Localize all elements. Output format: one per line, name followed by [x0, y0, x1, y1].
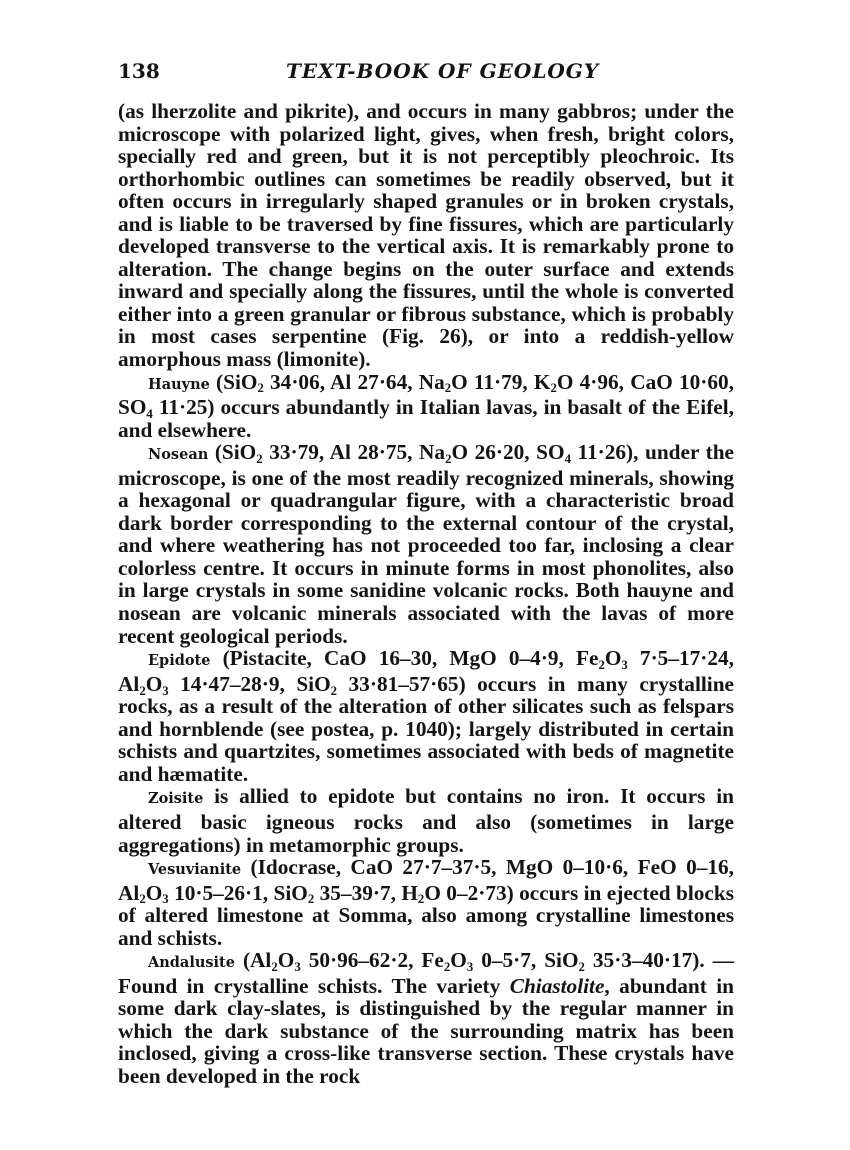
text-run: 35–39·7, H [314, 880, 418, 905]
text-run: O [604, 646, 622, 671]
text-run: O 26·20, SO [451, 440, 565, 465]
text-run: 33·79, Al 28·75, Na [262, 440, 446, 465]
chemical-subscript: 2 [444, 381, 452, 396]
paragraph-epidote [118, 647, 734, 785]
text-run: O 11·79, K [451, 369, 551, 394]
text-run: 14·47–28·9, SiO [168, 671, 331, 696]
paragraph-enstatite-continued [118, 100, 734, 371]
mineral-term: Hauyne [148, 375, 210, 393]
text-run: is allied to epidote but contains no iron. It occurs in altered basic igneous rocks and also (sometimes in large aggregations) in metamorphic groups. [118, 784, 734, 857]
chemical-subscript: 2 [330, 683, 338, 698]
chemical-subscript: 3 [162, 683, 169, 698]
text-run: (SiO [209, 369, 258, 394]
text-run: (Idocrase, CaO 27·7–37·5, MgO 0–10·6, FeO 0–16, Al [118, 855, 734, 905]
text-run: O [450, 948, 467, 973]
chemical-subscript: 4 [146, 406, 153, 421]
book-page [118, 58, 734, 1088]
page-number: 138 [118, 59, 160, 83]
chemical-subscript: 2 [256, 452, 263, 467]
text-run: O [145, 880, 163, 905]
text-run: (Pistacite, CaO 16–30, MgO 0–4·9, Fe [210, 646, 599, 671]
paragraph-zoisite [118, 785, 734, 856]
mineral-term: Epidote [148, 652, 211, 670]
running-title: TEXT-BOOK OF GEOLOGY [286, 59, 600, 83]
chemical-subscript: 2 [443, 960, 451, 975]
text-run: 35·3–40·17). —Found in crystalline schists. The variety [118, 948, 734, 998]
text-run: 7·5–17·24, Al [118, 646, 734, 696]
chemical-subscript: 2 [417, 892, 425, 907]
text-run: 50·96–62·2, Fe [300, 948, 444, 973]
italic-term: Chiastolite [509, 973, 605, 998]
text-run: (as lherzolite and pikrite), and occurs in many gabbros; under the microscope with polarized light, gives, when fresh, bright colors, specially red and green, but it is not perceptibly pleochroic. Its orthorhombic outlines can sometimes be readily observed, but it often occurs in irregularly shaped granules or in broken crystals, and is liable to be traversed by fine fissures, which are particularly developed transverse to the vertical axis. It is remarkably prone to alteration. The change begins on the outer surface and extends inward and specially along the fissures, until the whole is converted either into a green granular or fibrous substance, which is probably in most cases serpentine (Fig. 26), or into a reddish-yellow amorphous mass (limonite). [118, 99, 734, 372]
chemical-subscript: 2 [271, 960, 278, 975]
text-run: 33·81–57·65) occurs in many crystalline rocks, as a result of the alteration of other silicates such as felspars and hornblende (see postea, p. 1040); largely distributed in certain schists and quartzites, sometimes associated with beds of magnetite and hæmatite. [118, 671, 734, 786]
text-run: (SiO [208, 440, 257, 465]
text-run: (Al [234, 948, 272, 973]
mineral-term: Zoisite [148, 790, 204, 808]
chemical-subscript: 2 [578, 960, 585, 975]
text-run: 0–5·7, SiO [473, 948, 579, 973]
chemical-subscript: 3 [621, 657, 628, 672]
text-run: , abundant in some dark clay-slates, is distinguished by the regular manner in which the dark substance of the surrounding matrix has been inclosed, giving a cross-like transverse section. These crystals have been developed in the rock [118, 973, 734, 1088]
paragraph-hauyne [118, 371, 734, 442]
mineral-term: Vesuvianite [148, 861, 242, 879]
running-header [118, 58, 734, 92]
text-run: O 4·96, CaO 10·60, SO [118, 369, 734, 420]
paragraph-andalusite [118, 949, 734, 1087]
chemical-subscript: 2 [598, 657, 605, 672]
body-text [118, 100, 734, 1088]
text-run: 10·5–26·1, SiO [168, 880, 308, 905]
mineral-term: Nosean [148, 446, 209, 464]
chemical-subscript: 3 [294, 960, 301, 975]
text-run: 34·06, Al 27·64, Na [263, 369, 445, 394]
paragraph-vesuvianite [118, 856, 734, 949]
paragraph-nosean [118, 441, 734, 647]
chemical-subscript: 2 [445, 452, 452, 467]
chemical-subscript: 2 [139, 892, 146, 907]
text-run: O [277, 948, 295, 973]
chemical-subscript: 2 [307, 892, 315, 907]
chemical-subscript: 2 [139, 683, 146, 698]
chemical-subscript: 4 [564, 452, 571, 467]
text-run: O [145, 671, 163, 696]
chemical-subscript: 2 [257, 381, 264, 396]
chemical-subscript: 3 [162, 892, 169, 907]
text-run: O 0–2·73) occurs in ejected blocks of altered limestone at Somma, also among crystalline limestones and schists. [118, 880, 735, 950]
chemical-subscript: 3 [466, 960, 474, 975]
text-run: 11·26), under the microscope, is one of the most readily recognized minerals, showing a hexagonal or quadrangular figure, with a characteristic broad dark border corresponding to the external contour of the crystal, and where weathering has not proceeded too far, inclosing a clear colorless centre. It occurs in minute forms in most phonolites, also in large crystals in some sanidine volcanic rocks. Both hauyne and nosean are volcanic minerals associated with the lavas of more recent geological periods. [118, 440, 734, 648]
text-run: 11·25) occurs abundantly in Italian lavas, in basalt of the Eifel, and elsewhere. [118, 395, 734, 442]
mineral-term: Andalusite [148, 954, 235, 972]
chemical-subscript: 2 [550, 381, 557, 396]
